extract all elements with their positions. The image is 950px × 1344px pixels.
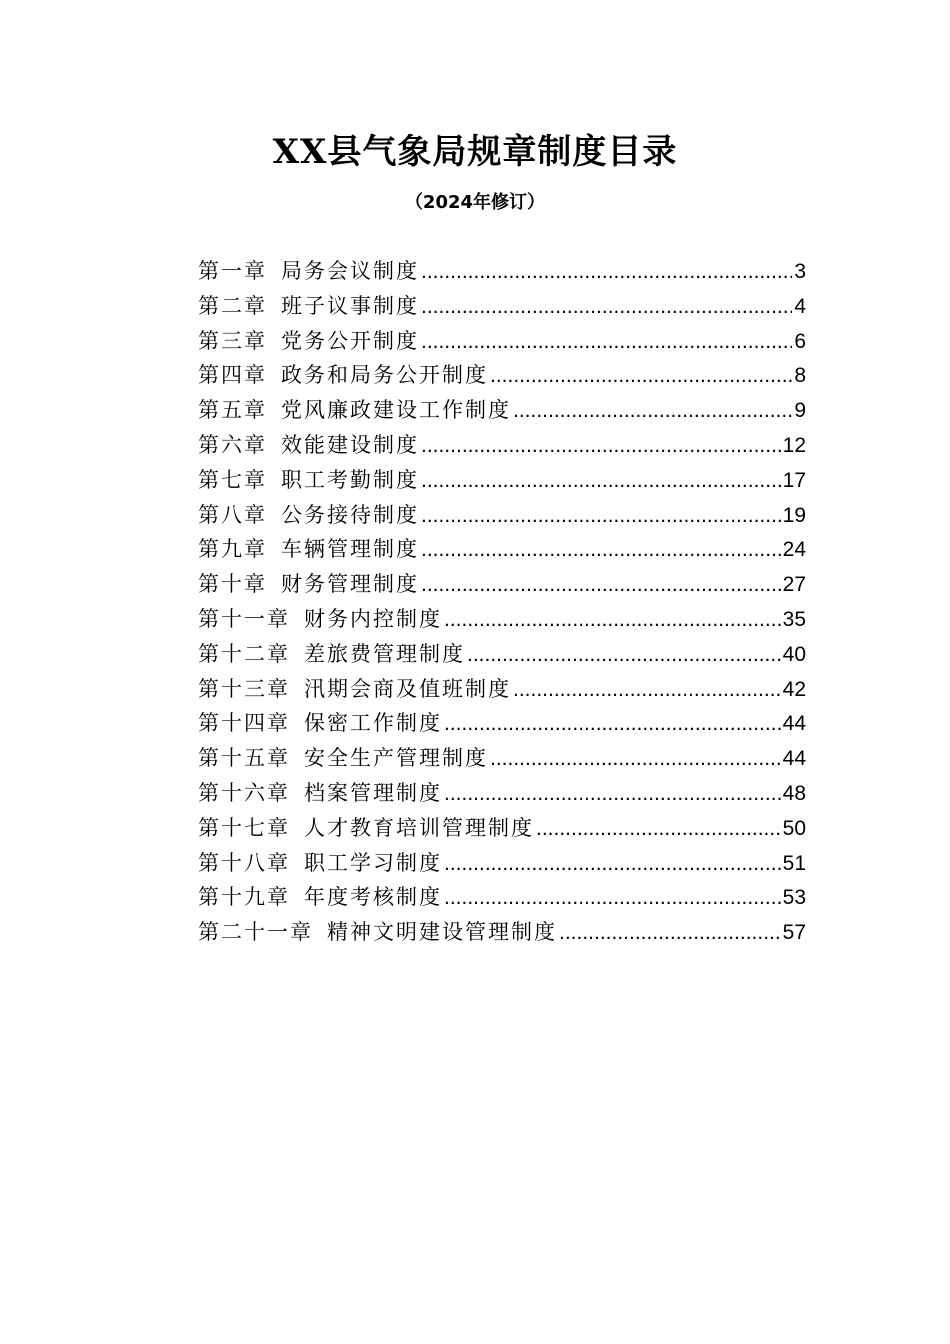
toc-chapter-number: 第十九章 xyxy=(198,885,290,910)
toc-chapter-number: 第十五章 xyxy=(198,746,290,771)
toc-page-number: 53 xyxy=(782,886,806,910)
toc-dot-leader xyxy=(490,742,781,777)
toc-page-number: 19 xyxy=(782,503,806,527)
toc-chapter-number: 第二章 xyxy=(198,293,267,318)
toc-chapter-number: 第三章 xyxy=(198,328,267,353)
toc-chapter-title: 局务会议制度 xyxy=(281,259,419,283)
toc-entry[interactable] xyxy=(198,463,806,498)
toc-chapter-number: 第一章 xyxy=(198,259,267,283)
toc-page-number: 44 xyxy=(782,712,806,736)
toc-dot-leader xyxy=(421,568,781,603)
toc-chapter-title: 车辆管理制度 xyxy=(281,537,419,562)
toc-chapter-title: 效能建设制度 xyxy=(281,432,419,457)
toc-chapter-number: 第十章 xyxy=(198,572,267,597)
toc-chapter-title: 人才教育培训管理制度 xyxy=(304,815,534,840)
toc-page-number: 24 xyxy=(782,538,806,562)
toc-chapter-number: 第十四章 xyxy=(198,711,290,736)
toc-chapter-number: 第七章 xyxy=(198,467,267,492)
toc-entry[interactable] xyxy=(198,498,806,533)
toc-dot-leader xyxy=(444,707,781,742)
toc-chapter-title: 财务内控制度 xyxy=(304,606,442,631)
toc-page-number: 6 xyxy=(794,329,806,353)
toc-entry[interactable] xyxy=(198,706,806,741)
toc-dot-leader xyxy=(421,325,792,360)
document-subtitle: （2024年修订） xyxy=(404,192,546,213)
toc-dot-leader xyxy=(559,916,781,951)
toc-dot-leader xyxy=(444,881,781,916)
toc-chapter-number: 第十三章 xyxy=(198,676,290,701)
toc-page-number: 9 xyxy=(794,399,806,423)
toc-dot-leader xyxy=(421,499,781,534)
toc-chapter-number: 第九章 xyxy=(198,537,267,562)
toc-entry[interactable] xyxy=(198,393,806,428)
toc-dot-leader xyxy=(536,812,781,847)
toc-page-number: 27 xyxy=(782,573,806,597)
toc-page-number: 40 xyxy=(782,642,806,666)
toc-entry[interactable] xyxy=(198,846,806,881)
toc-entry[interactable] xyxy=(198,672,806,707)
toc-entry[interactable] xyxy=(198,358,806,393)
toc-page-number: 4 xyxy=(794,294,806,318)
toc-chapter-title: 党务公开制度 xyxy=(281,328,419,353)
toc-chapter-title: 保密工作制度 xyxy=(304,711,442,736)
toc-dot-leader xyxy=(444,847,781,882)
toc-chapter-title: 汛期会商及值班制度 xyxy=(304,676,511,701)
toc-entry[interactable] xyxy=(198,532,806,567)
toc-page-number: 12 xyxy=(782,433,806,457)
toc-page-number: 44 xyxy=(782,747,806,771)
toc-dot-leader xyxy=(421,464,781,499)
toc-chapter-number: 第十一章 xyxy=(198,606,290,631)
toc-entry[interactable] xyxy=(198,602,806,637)
toc-entry[interactable] xyxy=(198,289,806,324)
toc-entry[interactable] xyxy=(198,811,806,846)
toc-chapter-number: 第五章 xyxy=(198,398,267,423)
toc-dot-leader xyxy=(421,429,781,464)
toc-chapter-title: 政务和局务公开制度 xyxy=(281,363,488,388)
toc-chapter-title: 职工考勤制度 xyxy=(281,467,419,492)
toc-chapter-title: 公务接待制度 xyxy=(281,502,419,527)
toc-page-number: 35 xyxy=(782,607,806,631)
toc-dot-leader xyxy=(467,638,781,673)
toc-dot-leader xyxy=(444,777,781,812)
toc-chapter-title: 安全生产管理制度 xyxy=(304,746,488,771)
toc-chapter-number: 第十六章 xyxy=(198,780,290,805)
toc-entry[interactable] xyxy=(198,741,806,776)
toc-entry[interactable] xyxy=(198,776,806,811)
toc-dot-leader xyxy=(421,533,781,568)
toc-chapter-title: 精神文明建设管理制度 xyxy=(327,920,557,945)
toc-dot-leader xyxy=(490,359,792,394)
toc-chapter-title: 班子议事制度 xyxy=(281,293,419,318)
toc-page-number: 50 xyxy=(782,816,806,840)
toc-page-number: 8 xyxy=(794,364,806,388)
toc-entry[interactable] xyxy=(198,567,806,602)
toc-page-number: 57 xyxy=(782,921,806,945)
toc-chapter-number: 第六章 xyxy=(198,432,267,457)
toc-entry[interactable] xyxy=(198,880,806,915)
toc-entry[interactable] xyxy=(198,637,806,672)
toc-chapter-title: 档案管理制度 xyxy=(304,780,442,805)
toc-dot-leader xyxy=(421,290,792,325)
table-of-contents xyxy=(198,254,806,950)
toc-chapter-title: 党风廉政建设工作制度 xyxy=(281,398,511,423)
toc-page-number: 3 xyxy=(794,260,806,283)
toc-entry[interactable] xyxy=(198,915,806,950)
toc-page-number: 48 xyxy=(782,781,806,805)
toc-entry[interactable] xyxy=(198,254,806,289)
toc-chapter-number: 第四章 xyxy=(198,363,267,388)
toc-chapter-title: 财务管理制度 xyxy=(281,572,419,597)
toc-page-number: 51 xyxy=(782,851,806,875)
toc-dot-leader xyxy=(513,673,781,708)
toc-chapter-number: 第十二章 xyxy=(198,641,290,666)
toc-entry[interactable] xyxy=(198,428,806,463)
toc-entry[interactable] xyxy=(198,324,806,359)
toc-dot-leader xyxy=(421,255,792,290)
document-title: XX县气象局规章制度目录 xyxy=(272,132,678,172)
toc-dot-leader xyxy=(444,603,781,638)
toc-chapter-title: 差旅费管理制度 xyxy=(304,641,465,666)
toc-chapter-title: 职工学习制度 xyxy=(304,850,442,875)
toc-page-number: 17 xyxy=(782,468,806,492)
toc-chapter-number: 第八章 xyxy=(198,502,267,527)
toc-chapter-number: 第十七章 xyxy=(198,815,290,840)
toc-page-number: 42 xyxy=(782,677,806,701)
toc-dot-leader xyxy=(513,394,792,429)
toc-chapter-number: 第二十一章 xyxy=(198,920,313,945)
toc-chapter-title: 年度考核制度 xyxy=(304,885,442,910)
toc-chapter-number: 第十八章 xyxy=(198,850,290,875)
